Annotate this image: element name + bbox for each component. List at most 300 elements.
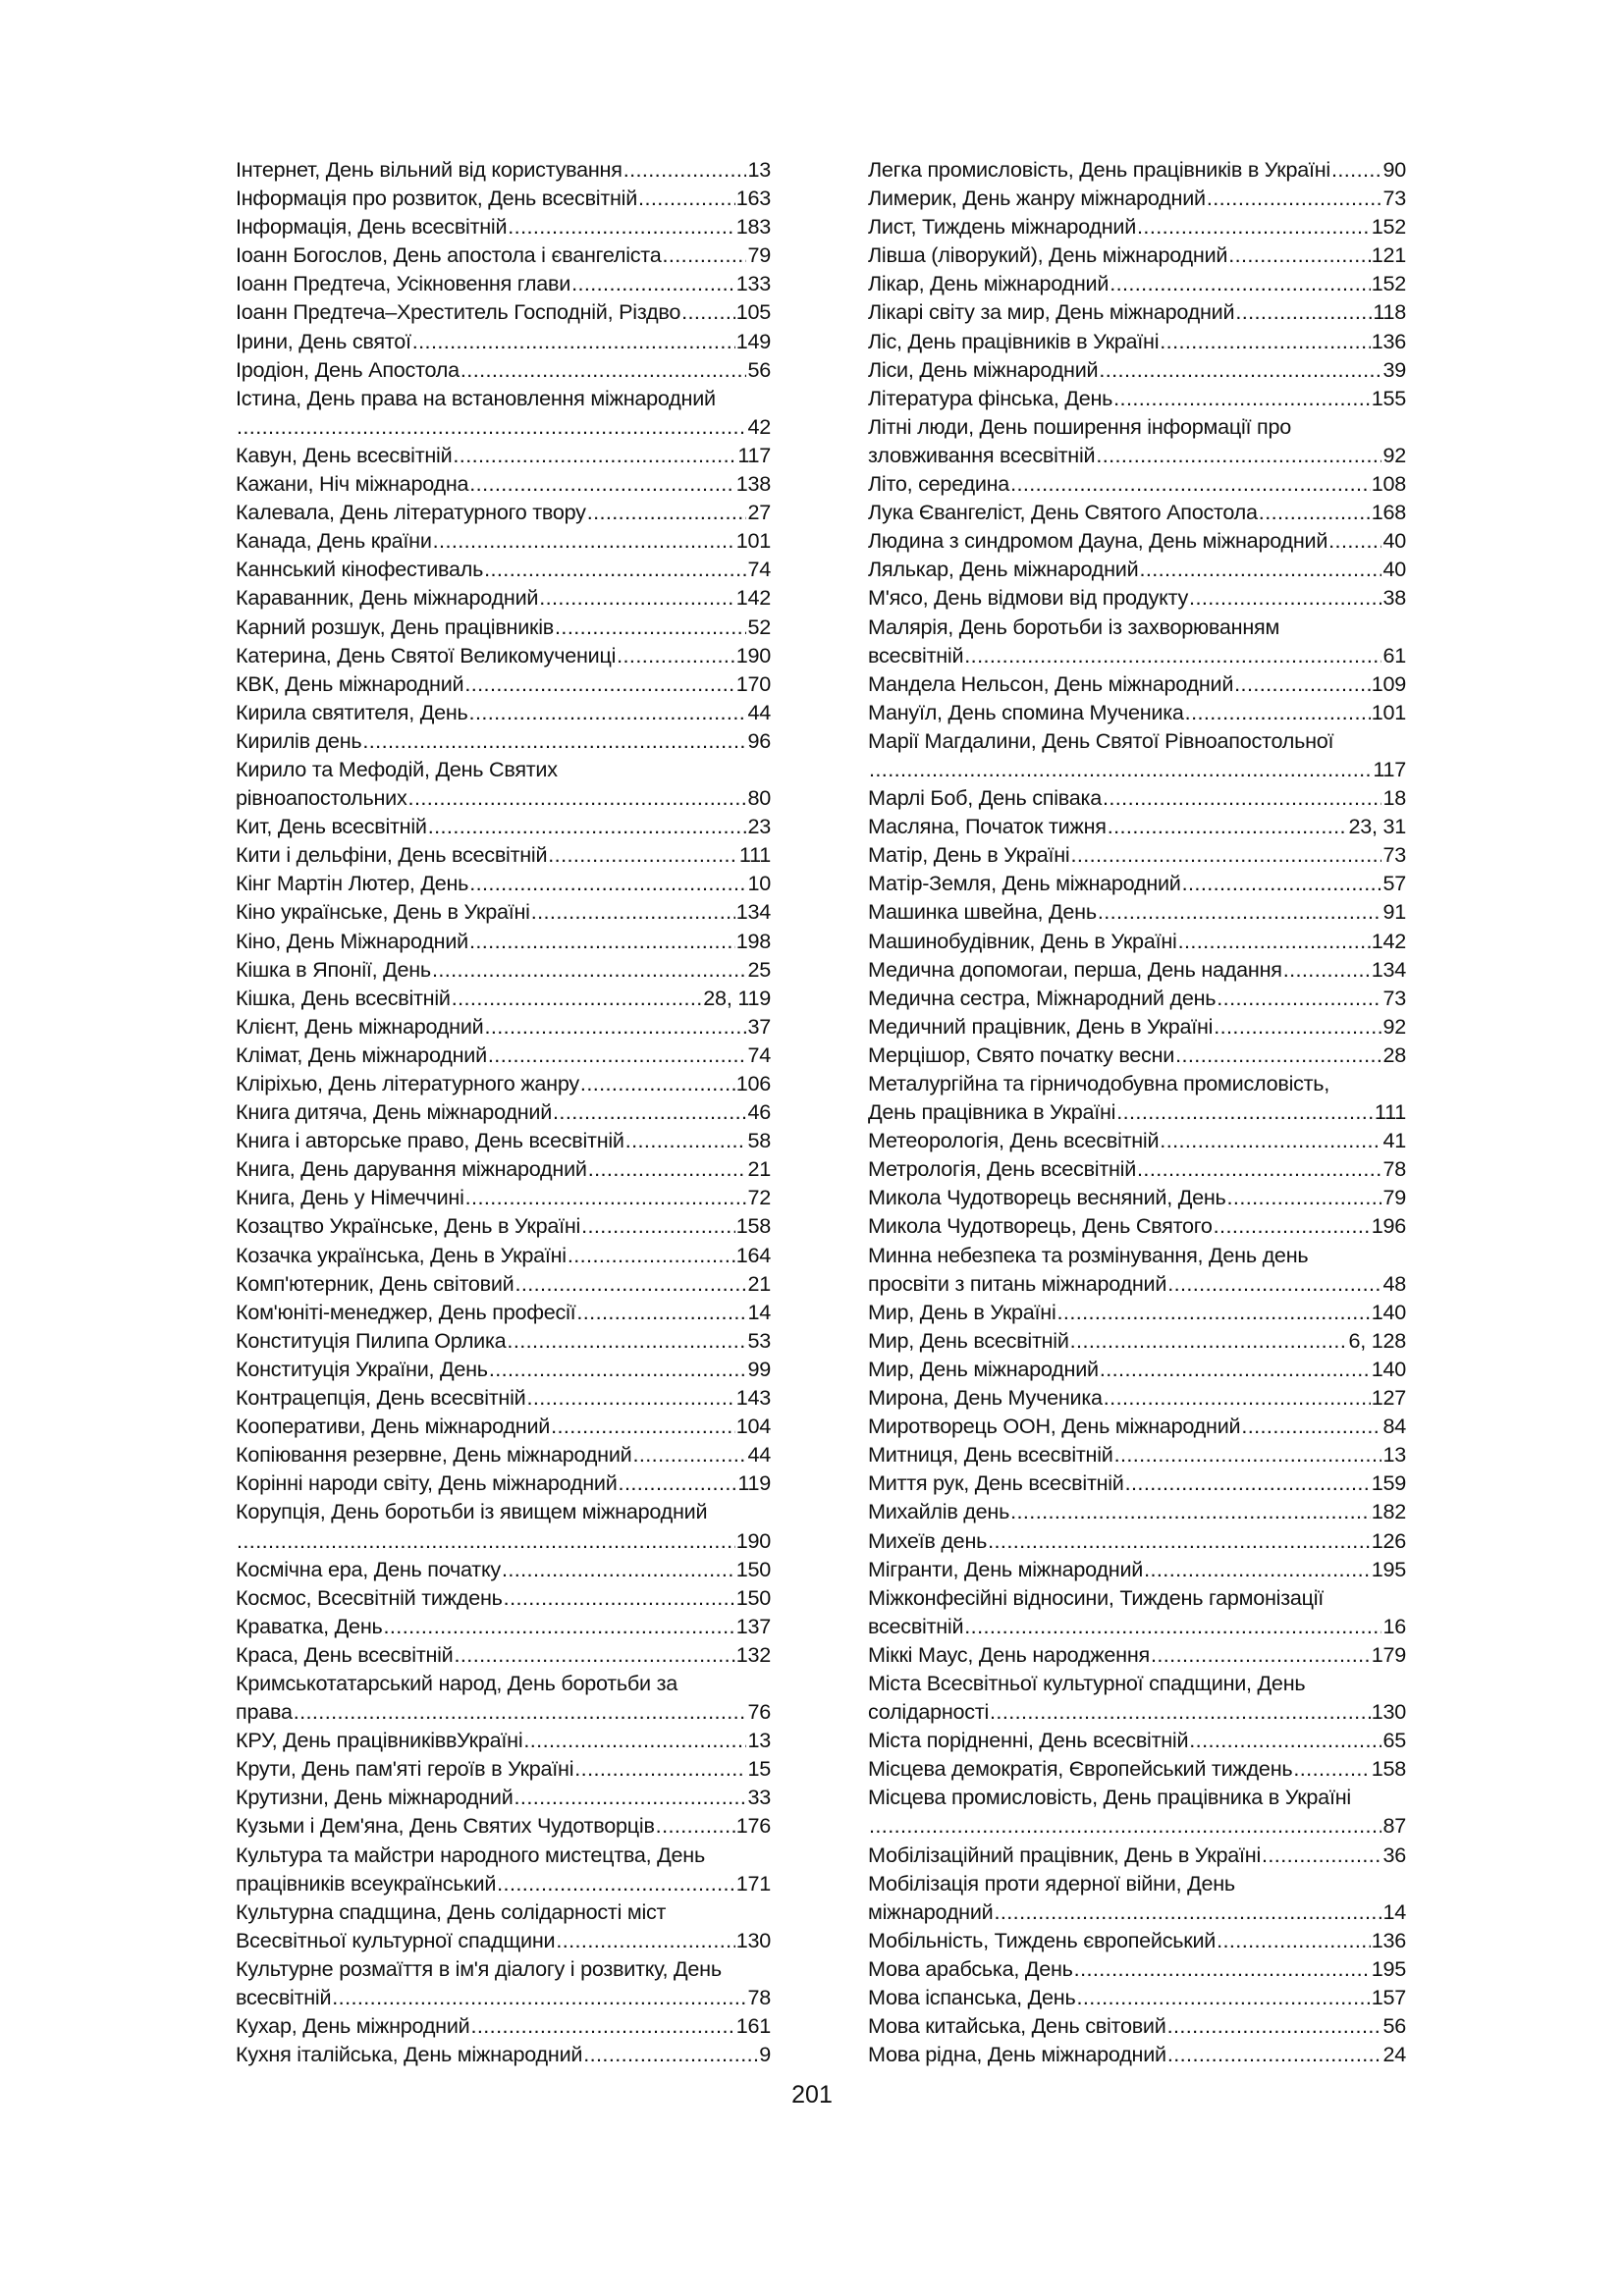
- index-entry: [236, 184, 771, 212]
- index-term: Ліси, День міжнародний: [868, 356, 1099, 382]
- index-term: Іоанн Предтеча, Усікновення глави: [236, 271, 571, 296]
- dot-leader: [497, 1869, 735, 1897]
- index-page-ref: 74: [747, 557, 771, 582]
- index-entry: [868, 1298, 1406, 1326]
- index-term: Космічна ера, День початку: [236, 1556, 501, 1581]
- dot-leader: [432, 955, 747, 984]
- dot-leader: [1262, 1841, 1381, 1869]
- index-entry-continuation: [236, 412, 771, 441]
- index-entry-continuation: [868, 1269, 1406, 1298]
- index-page-ref: 152: [1371, 271, 1406, 296]
- index-entry: [868, 2040, 1406, 2068]
- index-page-ref: 182: [1371, 1499, 1406, 1524]
- index-entry: [868, 1983, 1406, 2011]
- dot-leader: [1293, 1754, 1370, 1783]
- dot-leader: [469, 469, 734, 498]
- index-page-ref: 38: [1382, 585, 1406, 611]
- dot-leader: [433, 526, 735, 555]
- index-term: Кішка в Японії, День: [236, 956, 431, 982]
- index-entry-heading: Істина, День права на встановлення міжнародний: [236, 385, 716, 410]
- index-entry: [236, 955, 771, 984]
- index-term: Лікар, День міжнародний: [868, 271, 1110, 296]
- index-page-ref: 90: [1382, 157, 1406, 182]
- index-page-ref: 159: [1371, 1470, 1406, 1496]
- dot-leader: [1103, 783, 1381, 812]
- dot-leader: [1235, 297, 1372, 326]
- index-entry: [236, 498, 771, 526]
- dot-leader: [1057, 1298, 1371, 1326]
- index-term: Мерцішор, Свято початку весни: [868, 1041, 1175, 1067]
- index-entry: [868, 1412, 1406, 1440]
- dot-leader: [1227, 1183, 1382, 1211]
- index-term: Корінні народи світу, День міжнародний: [236, 1470, 618, 1496]
- index-page-ref: 78: [747, 1985, 771, 2009]
- index-entry: [868, 1726, 1406, 1754]
- index-page-ref: 79: [1382, 1185, 1406, 1210]
- index-term: Інформація про розвиток, День всесвітній: [236, 186, 638, 211]
- index-term: Мир, День міжнародний: [868, 1356, 1099, 1381]
- index-page-ref: 140: [1371, 1299, 1406, 1324]
- index-page-ref: 48: [1382, 1270, 1406, 1296]
- dot-leader: [1185, 698, 1371, 726]
- dot-leader: [508, 212, 734, 240]
- dot-leader: [869, 1811, 1381, 1840]
- index-page-ref: 134: [1371, 956, 1406, 982]
- index-term: Всесвітньої культурної спадщини: [236, 1927, 556, 1952]
- index-term: Комп'ютерник, День світовий: [236, 1270, 514, 1296]
- index-entry: [236, 327, 771, 355]
- dot-leader: [994, 1897, 1381, 1926]
- index-term: Кузьми і Дем'яна, День Святих Чудотворців: [236, 1813, 655, 1839]
- index-entry: [236, 384, 771, 441]
- index-term: Козацтво Українське, День в Україні: [236, 1213, 581, 1239]
- index-page-ref: 140: [1371, 1356, 1406, 1381]
- index-entry: [868, 1241, 1406, 1298]
- index-entry: [236, 1211, 771, 1240]
- index-entry: [868, 1954, 1406, 1983]
- dot-leader: [384, 1612, 735, 1640]
- dot-leader: [576, 1298, 746, 1326]
- index-term: Іоанн Предтеча–Хреститель Господній, Різдво: [236, 299, 681, 325]
- index-entry: [236, 297, 771, 326]
- index-entry-continuation: [868, 441, 1406, 469]
- index-entry: [236, 641, 771, 669]
- dot-leader: [428, 812, 747, 840]
- index-entry: [868, 1126, 1406, 1154]
- dot-leader: [964, 1612, 1381, 1640]
- dot-leader: [1328, 526, 1381, 555]
- index-term: права: [236, 1699, 293, 1725]
- index-term: Клієнт, День міжнародний: [236, 1013, 484, 1039]
- index-entry: [236, 269, 771, 297]
- dot-leader: [588, 1154, 747, 1183]
- dot-leader: [555, 613, 746, 641]
- index-term: Караванник, День міжнародний: [236, 585, 539, 611]
- index-entry: [868, 1468, 1406, 1497]
- index-entry-heading: Корупція, День боротьби із явищем міжнародний: [236, 1499, 708, 1524]
- index-page-ref: 24: [1382, 2042, 1406, 2067]
- index-entry: [236, 1612, 771, 1640]
- dot-leader: [548, 840, 738, 869]
- index-page-ref: 190: [735, 1527, 771, 1553]
- index-term: Мобільність, Тиждень європейський: [868, 1927, 1217, 1952]
- index-term: Міккі Маус, День народження: [868, 1641, 1150, 1667]
- index-entry: [236, 1726, 771, 1754]
- index-term: Інформація, День всесвітній: [236, 214, 508, 240]
- index-page-ref: 130: [1371, 1699, 1406, 1725]
- index-page-ref: 42: [747, 413, 771, 439]
- dot-leader: [551, 1412, 735, 1440]
- dot-leader: [1096, 441, 1381, 469]
- index-term: Медична сестра, Міжнародний день: [868, 985, 1217, 1010]
- index-entry-heading: Малярія, День боротьби із захворюванням: [868, 614, 1280, 639]
- dot-leader: [1144, 1555, 1371, 1583]
- index-entry: [868, 297, 1406, 326]
- dot-leader: [1098, 897, 1382, 926]
- index-entry: [236, 555, 771, 583]
- dot-leader: [1113, 384, 1371, 412]
- index-page-ref: 33: [747, 1785, 771, 1810]
- index-term: Кити і дельфіни, День всесвітній: [236, 842, 548, 868]
- index-entry: [236, 1183, 771, 1211]
- index-page-ref: 52: [747, 614, 771, 639]
- index-entry-continuation: [868, 1612, 1406, 1640]
- dot-leader: [455, 1640, 735, 1669]
- index-entry-heading: Літні люди, День поширення інформації про: [868, 413, 1292, 439]
- dot-leader: [1010, 1497, 1371, 1525]
- dot-leader: [294, 1697, 747, 1726]
- index-term: Мова рідна, День міжнародний: [868, 2042, 1166, 2067]
- index-page-ref: 56: [747, 356, 771, 382]
- index-term: Книга, День у Німеччині: [236, 1185, 464, 1210]
- index-term: Митниця, День всесвітній: [868, 1442, 1113, 1468]
- index-term: Міста порідненні, День всесвітній: [868, 1728, 1189, 1753]
- index-page-ref: 105: [735, 299, 771, 325]
- index-page-ref: 79: [747, 242, 771, 268]
- index-page-ref: 46: [747, 1099, 771, 1125]
- dot-leader: [484, 1012, 746, 1041]
- index-entry: [868, 1783, 1406, 1840]
- index-page-ref: 136: [1371, 328, 1406, 353]
- index-term: Микола Чудотворець, День Святого: [868, 1213, 1213, 1239]
- index-term: Катерина, День Святої Великомучениці: [236, 642, 617, 667]
- index-entry: [236, 583, 771, 612]
- index-page-ref: 111: [738, 842, 771, 868]
- index-entry: [868, 1069, 1406, 1126]
- index-page-ref: 119: [737, 1470, 771, 1496]
- index-page-ref: 117: [1373, 756, 1406, 781]
- index-term: Література фінська, День: [868, 385, 1113, 410]
- index-term: Лікарі світу за мир, День міжнародний: [868, 299, 1235, 325]
- dot-leader: [526, 1383, 734, 1412]
- index-page-ref: 195: [1371, 1556, 1406, 1581]
- index-term: Матір, День в Україні: [868, 842, 1070, 868]
- index-term: Краса, День всесвітній: [236, 1641, 454, 1667]
- index-entry: [236, 1640, 771, 1669]
- dot-leader: [1214, 1211, 1371, 1240]
- index-entry: [868, 1326, 1406, 1355]
- index-page-ref: 14: [747, 1299, 771, 1324]
- index-term: Мова іспанська, День: [868, 1985, 1076, 2009]
- index-entry: [236, 155, 771, 184]
- index-term: КВК, День міжнародний: [236, 670, 464, 696]
- index-term: Мова арабська, День: [868, 1955, 1073, 1981]
- index-entry: [868, 1012, 1406, 1041]
- index-entry: [236, 469, 771, 498]
- dot-leader: [583, 2040, 758, 2068]
- index-page-ref: 138: [735, 471, 771, 497]
- index-entry: [236, 1383, 771, 1412]
- dot-leader: [1108, 812, 1348, 840]
- index-entry-heading: Металургійна та гірничодобувна промисловість,: [868, 1071, 1330, 1095]
- index-entry: [236, 1841, 771, 1897]
- dot-leader: [1104, 1383, 1371, 1412]
- index-term: Карний розшук, День працівників: [236, 614, 555, 639]
- dot-leader: [580, 1069, 735, 1097]
- index-page-ref: 117: [737, 442, 771, 467]
- index-term: Клімат, День міжнародний: [236, 1041, 487, 1067]
- index-page-ref: 15: [747, 1756, 771, 1782]
- index-term: Мова китайська, День світовий: [868, 2013, 1166, 2039]
- index-term: Конституція України, День: [236, 1356, 488, 1381]
- index-entry: [868, 1526, 1406, 1555]
- index-entry: [868, 327, 1406, 355]
- dot-leader: [465, 1183, 747, 1211]
- dot-leader: [632, 1440, 746, 1468]
- index-page-ref: 142: [1371, 928, 1406, 953]
- dot-leader: [1259, 498, 1371, 526]
- index-page-ref: 73: [1382, 186, 1406, 211]
- index-term: Мандела Нельсон, День міжнародний: [868, 670, 1234, 696]
- index-term: Контрацепція, День всесвітній: [236, 1385, 526, 1411]
- index-page-ref: 18: [1382, 785, 1406, 811]
- index-term: рівноапостольних: [236, 785, 407, 811]
- index-entry: [868, 927, 1406, 955]
- index-entry: [868, 840, 1406, 869]
- index-term: Конституція Пилипа Орлика: [236, 1327, 507, 1353]
- index-page-ref: 109: [1371, 670, 1406, 696]
- index-page-ref: 57: [1382, 871, 1406, 896]
- dot-leader: [625, 1126, 747, 1154]
- index-entry: [868, 384, 1406, 412]
- index-entry: [236, 1269, 771, 1298]
- index-entry: [236, 1298, 771, 1326]
- index-page-ref: 65: [1382, 1728, 1406, 1753]
- dot-leader: [237, 412, 746, 441]
- index-term: Метеорологія, День всесвітній: [868, 1128, 1160, 1153]
- dot-leader: [1074, 1954, 1371, 1983]
- index-page-ref: 61: [1382, 642, 1406, 667]
- index-term: всесвітній: [236, 1985, 332, 2009]
- index-term: Машинобудівник, День в Україні: [868, 928, 1177, 953]
- index-entry-continuation: [868, 1697, 1406, 1726]
- index-page-ref: 101: [735, 528, 771, 554]
- index-entry: [236, 1583, 771, 1612]
- index-entry-heading: Міста Всесвітньої культурної спадщини, День: [868, 1670, 1306, 1695]
- index-page-ref: 28, 119: [703, 985, 771, 1010]
- index-entry: [236, 1241, 771, 1269]
- index-page-ref: 143: [735, 1385, 771, 1411]
- index-entry: [236, 1555, 771, 1583]
- index-entry: [868, 1926, 1406, 1954]
- dot-leader: [1167, 1269, 1381, 1298]
- dot-leader: [1217, 1926, 1371, 1954]
- dot-leader: [514, 1269, 746, 1298]
- index-entry: [868, 1497, 1406, 1525]
- index-term: Ірини, День святої: [236, 328, 411, 353]
- index-page-ref: 106: [735, 1071, 771, 1095]
- index-entry: [236, 897, 771, 926]
- index-page-ref: 130: [735, 1927, 771, 1952]
- dot-leader: [502, 1555, 735, 1583]
- index-term: Людина з синдромом Дауна, День міжнародний: [868, 528, 1328, 554]
- dot-leader: [469, 927, 735, 955]
- index-entry: [868, 698, 1406, 726]
- dot-leader: [237, 1526, 735, 1555]
- index-term: Лялькар, День міжнародний: [868, 557, 1139, 582]
- index-entry: [868, 1841, 1406, 1869]
- index-term: Краватка, День: [236, 1613, 383, 1638]
- index-entry-continuation: [868, 1097, 1406, 1126]
- index-page-ref: 171: [735, 1870, 771, 1896]
- index-page-ref: 108: [1371, 471, 1406, 497]
- dot-leader: [1167, 2040, 1382, 2068]
- index-entry: [236, 1012, 771, 1041]
- index-entry: [236, 1412, 771, 1440]
- index-term: Літо, середина: [868, 471, 1010, 497]
- dot-leader: [990, 1697, 1371, 1726]
- index-page-ref: 74: [747, 1041, 771, 1067]
- index-term: Каннський кінофестиваль: [236, 557, 484, 582]
- index-entry: [868, 1754, 1406, 1783]
- index-page-ref: 161: [735, 2013, 771, 2039]
- dot-leader: [619, 1468, 737, 1497]
- index-term: Медична допомогаи, перша, День надання: [868, 956, 1282, 982]
- index-term: М'ясо, День відмови від продукту: [868, 585, 1189, 611]
- dot-leader: [869, 755, 1372, 783]
- index-page-ref: 126: [1371, 1527, 1406, 1553]
- index-entry: [868, 155, 1406, 184]
- dot-leader: [964, 641, 1381, 669]
- index-entry: [236, 1126, 771, 1154]
- index-term: КРУ, День працівниківвУкраїні: [236, 1728, 523, 1753]
- index-entry-continuation: [236, 1869, 771, 1897]
- index-page-ref: 56: [1382, 2013, 1406, 2039]
- index-page-ref: 137: [735, 1613, 771, 1638]
- index-term: Кооперативи, День міжнародний: [236, 1414, 551, 1439]
- index-entry: [868, 526, 1406, 555]
- index-entry: [236, 1440, 771, 1468]
- index-entry: [236, 984, 771, 1012]
- index-entry: [236, 441, 771, 469]
- index-entry: [868, 812, 1406, 840]
- dot-leader: [638, 184, 735, 212]
- index-entry-continuation: [236, 783, 771, 812]
- index-entry-continuation: [236, 1983, 771, 2011]
- index-entry: [868, 955, 1406, 984]
- index-entry: [236, 1669, 771, 1726]
- index-term: Медичний працівник, День в Україні: [868, 1013, 1214, 1039]
- index-term: Мігранти, День міжнародний: [868, 1556, 1144, 1581]
- index-page-ref: 198: [735, 928, 771, 953]
- dot-leader: [1178, 927, 1371, 955]
- dot-leader: [1228, 240, 1371, 269]
- index-page-ref: 170: [735, 670, 771, 696]
- index-entry: [868, 783, 1406, 812]
- index-page-ref: 111: [1374, 1099, 1406, 1125]
- index-page-ref: 96: [747, 727, 771, 753]
- index-term: просвіти з питань міжнародний: [868, 1270, 1167, 1296]
- index-entry: [236, 726, 771, 755]
- index-entry: [868, 1640, 1406, 1669]
- index-entry: [868, 469, 1406, 498]
- dot-leader: [1114, 1440, 1382, 1468]
- index-term: всесвітній: [868, 1613, 964, 1638]
- index-term: Книга, День дарування міжнародний: [236, 1156, 587, 1182]
- index-entry-heading: Марії Магдалини, День Святої Рівноапостольної: [868, 727, 1334, 753]
- index-page-ref: 23, 31: [1348, 814, 1406, 839]
- dot-leader: [1139, 555, 1381, 583]
- dot-leader: [581, 1211, 735, 1240]
- index-entry: [236, 1754, 771, 1783]
- index-entry: [236, 1326, 771, 1355]
- dot-leader: [1160, 327, 1370, 355]
- dot-leader: [623, 155, 747, 184]
- index-page-ref: 136: [1371, 1927, 1406, 1952]
- index-term: Михайлів день: [868, 1499, 1010, 1524]
- index-entry: [236, 2011, 771, 2040]
- index-entry: [868, 1041, 1406, 1069]
- index-page-ref: 92: [1382, 1013, 1406, 1039]
- index-entry-continuation: [868, 1811, 1406, 1840]
- dot-leader: [1010, 469, 1371, 498]
- dot-leader: [1077, 1983, 1371, 2011]
- index-term: Миротворець ООН, День міжнародний: [868, 1414, 1241, 1439]
- index-entry: [236, 1497, 771, 1554]
- index-term: Ліс, День працівників в Україні: [868, 328, 1160, 353]
- index-term: Космос, Всесвітній тиждень: [236, 1584, 503, 1610]
- index-term: Копіювання резервне, День міжнародний: [236, 1442, 632, 1468]
- index-page-ref: 150: [735, 1556, 771, 1581]
- index-page-ref: 72: [747, 1185, 771, 1210]
- index-entry: [236, 613, 771, 641]
- index-term: Кирила святителя, День: [236, 699, 468, 724]
- index-page-ref: 41: [1382, 1128, 1406, 1153]
- index-term: Кухня італійська, День міжнародний: [236, 2042, 583, 2067]
- index-entry: [236, 1954, 771, 2011]
- dot-leader: [1217, 984, 1381, 1012]
- index-page-ref: 37: [747, 1013, 771, 1039]
- dot-leader: [488, 1041, 747, 1069]
- index-page-ref: 163: [735, 186, 771, 211]
- dot-leader: [1137, 1154, 1381, 1183]
- index-term: працівників всеукраїнський: [236, 1870, 497, 1896]
- index-entry: [868, 1183, 1406, 1211]
- index-page-ref: 80: [747, 785, 771, 811]
- dot-leader: [489, 1355, 747, 1383]
- index-page-ref: 73: [1382, 842, 1406, 868]
- index-page-ref: 91: [1382, 899, 1406, 925]
- index-term: Масляна, Початок тижня: [868, 814, 1107, 839]
- index-term: Мирона, День Мученика: [868, 1385, 1103, 1411]
- index-page-ref: 92: [1382, 442, 1406, 467]
- dot-leader: [507, 1326, 746, 1355]
- index-term: Кажани, Ніч міжнародна: [236, 471, 469, 497]
- dot-leader: [452, 984, 703, 1012]
- index-entry-continuation: [868, 755, 1406, 783]
- dot-leader: [1175, 1041, 1381, 1069]
- dot-leader: [531, 897, 735, 926]
